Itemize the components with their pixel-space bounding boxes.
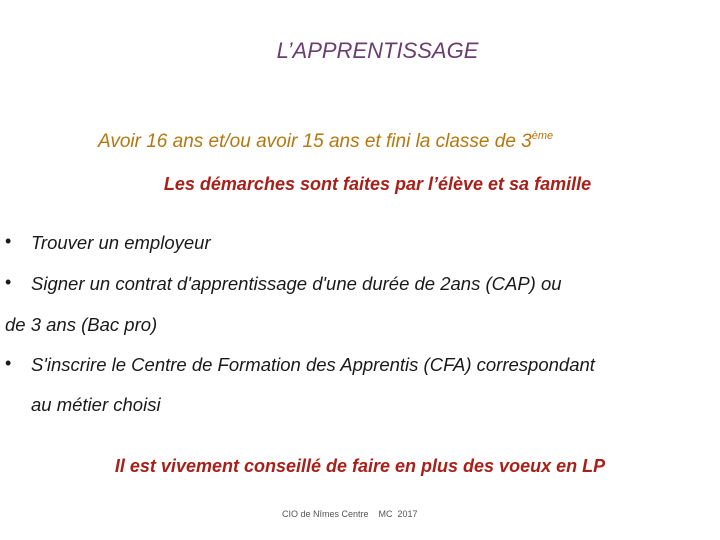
bullet-symbol-1: • bbox=[5, 231, 12, 251]
intro-line bbox=[98, 130, 553, 153]
bullet-item-2-continuation: de 3 ans (Bac pro) bbox=[5, 314, 158, 335]
advice-note: Il est vivement conseillé de faire en plus des voeux en LP bbox=[114, 456, 606, 476]
slide-title: L’APPRENTISSAGE bbox=[276, 38, 479, 63]
bullet-item-3: S'inscrire le Centre de Formation des Apprentis (CFA) correspondant bbox=[31, 354, 595, 375]
bullet-item-3-continuation: au métier choisi bbox=[31, 394, 161, 415]
intro-text: Avoir 16 ans et/ou avoir 15 ans et fini la classe de 3 bbox=[98, 131, 532, 152]
bullet-symbol-2: • bbox=[5, 272, 12, 292]
bullet-item-2: Signer un contrat d'apprentissage d'une durée de 2ans (CAP) ou bbox=[31, 273, 562, 294]
bullet-item-1: Trouver un employeur bbox=[31, 232, 211, 253]
bullet-symbol-3: • bbox=[5, 353, 12, 373]
intro-superscript: ème bbox=[531, 130, 554, 142]
subheading: Les démarches sont faites par l’élève et sa famille bbox=[163, 174, 592, 194]
footer-credit: CIO de Nîmes Centre MC 2017 bbox=[282, 509, 418, 519]
